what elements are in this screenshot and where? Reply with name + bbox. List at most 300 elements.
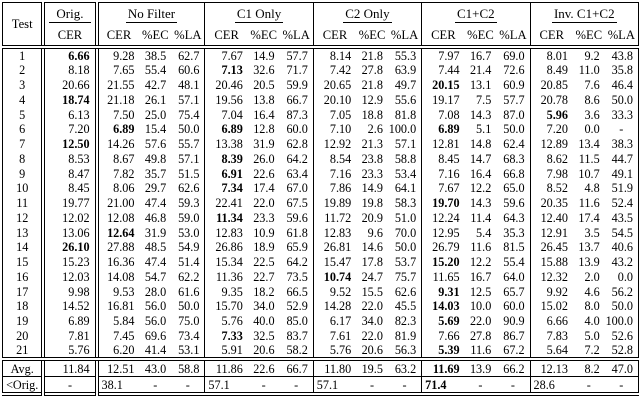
value-cell: 6.89 — [205, 122, 248, 137]
row-label-cell: 8 — [19, 151, 26, 166]
value-cell: 90.9 — [503, 314, 525, 329]
value-cell: 86.7 — [503, 328, 525, 343]
value-cell: 52.9 — [286, 299, 308, 314]
value-cell: 22.0 — [253, 196, 275, 211]
table-row — [3, 47, 639, 63]
corner-header: Test — [3, 3, 44, 48]
value-cell: 6.89 — [43, 314, 96, 329]
value-cell: 15.4 — [144, 122, 167, 137]
value-cell: 11.36 — [205, 270, 248, 285]
value-cell: 13.8 — [253, 92, 275, 107]
value-cell: 28.0 — [144, 284, 167, 299]
value-cell: 57.1 — [313, 377, 356, 395]
value-cell: 5.84 — [97, 314, 140, 329]
value-cell: 50.0 — [503, 122, 525, 137]
value-cell: 57.7 — [503, 92, 525, 107]
value-cell: 60.0 — [286, 122, 308, 137]
value-cell: 57.1 — [205, 377, 248, 395]
table-row — [3, 329, 639, 344]
value-cell: 75.4 — [178, 107, 200, 122]
value-cell: 75.0 — [178, 314, 200, 329]
column-subheader: CER — [530, 25, 573, 47]
value-cell: 55.4 — [144, 63, 167, 78]
value-cell: 18.8 — [361, 107, 383, 122]
value-cell: 38.1 — [97, 377, 140, 395]
value-cell: 65.0 — [503, 181, 525, 196]
value-cell: 50.0 — [178, 122, 200, 137]
value-cell: 8.18 — [43, 63, 96, 78]
value-cell: 8.14 — [313, 47, 356, 63]
row-label-cell: 6 — [19, 122, 26, 137]
value-cell: 21.8 — [361, 49, 383, 63]
value-cell: 6.20 — [97, 343, 140, 359]
value-cell: 13.7 — [578, 240, 600, 255]
row-label-cell: 16 — [16, 269, 29, 284]
table-row — [3, 107, 639, 122]
value-cell: 3.5 — [584, 225, 600, 240]
value-cell: 12.64 — [97, 225, 140, 240]
value-cell: 43.2 — [611, 255, 633, 270]
value-cell: 5.64 — [530, 343, 573, 359]
value-cell: 64.2 — [286, 255, 308, 270]
value-cell: 54.9 — [178, 240, 200, 255]
value-cell: 19.8 — [361, 196, 383, 211]
row-label-cell: 3 — [19, 78, 26, 93]
value-cell: 31.9 — [253, 137, 275, 152]
value-cell: 8.2 — [573, 359, 605, 377]
value-cell: 14.52 — [43, 299, 96, 314]
value-cell: 9.31 — [422, 284, 465, 299]
value-cell: 20.15 — [422, 78, 465, 93]
value-cell: 0.0 — [584, 122, 600, 137]
value-cell: 4.0 — [584, 314, 600, 329]
value-cell: 62.6 — [394, 284, 417, 299]
value-cell: 18.2 — [253, 284, 275, 299]
value-cell: 67.5 — [286, 196, 308, 211]
value-cell: 5.76 — [43, 343, 96, 359]
value-cell: 12.95 — [422, 225, 465, 240]
value-cell: 11.69 — [422, 359, 465, 377]
value-cell: 7.20 — [530, 122, 573, 137]
value-cell: 6.66 — [43, 47, 96, 63]
value-cell: 12.92 — [313, 137, 356, 152]
value-cell: 12.89 — [530, 137, 573, 152]
value-cell: 26.79 — [422, 240, 465, 255]
value-cell: 14.6 — [361, 240, 383, 255]
value-cell: 85.0 — [286, 314, 308, 329]
value-cell: 14.28 — [313, 299, 356, 314]
value-cell: 63.4 — [286, 166, 308, 181]
value-cell: 47.4 — [144, 196, 167, 211]
value-cell: 8.6 — [584, 92, 600, 107]
value-cell: 20.5 — [253, 78, 275, 93]
value-cell: 7.61 — [313, 329, 356, 344]
value-cell: 87.0 — [503, 107, 525, 122]
value-cell: - — [294, 377, 299, 392]
value-cell: 11.6 — [470, 240, 492, 255]
value-cell: 31.9 — [144, 225, 167, 240]
value-cell: 58.8 — [394, 151, 417, 166]
value-cell: 75.7 — [394, 269, 417, 284]
value-cell: 62.6 — [178, 181, 200, 196]
column-subheader: CER — [43, 25, 96, 47]
value-cell: 2.6 — [367, 122, 383, 137]
value-cell: 66.5 — [286, 284, 308, 299]
value-cell: 7.5 — [476, 92, 492, 107]
table-row — [3, 181, 639, 196]
value-cell: 20.66 — [43, 78, 96, 93]
value-cell: 70.0 — [394, 225, 417, 240]
value-cell: 7.98 — [530, 166, 573, 181]
value-cell: 38.3 — [611, 137, 633, 152]
value-cell: 22.41 — [205, 196, 248, 211]
value-cell: 6.89 — [97, 122, 140, 137]
value-cell: 57.6 — [144, 137, 167, 152]
value-cell: 28.6 — [530, 377, 573, 395]
value-cell: 7.82 — [97, 166, 140, 181]
value-cell: 4.8 — [584, 181, 600, 196]
value-cell: 8.45 — [43, 181, 96, 196]
value-cell: 16.4 — [253, 107, 275, 122]
value-cell: 55.3 — [394, 49, 417, 63]
value-cell: 5.39 — [422, 343, 465, 359]
value-cell: 54.7 — [144, 269, 167, 284]
value-cell: 19.56 — [205, 93, 248, 108]
table-row — [3, 166, 639, 181]
value-cell: 41.4 — [139, 343, 171, 359]
value-cell: 66.2 — [496, 359, 530, 377]
value-cell: 87.3 — [286, 107, 308, 122]
value-cell: 20.65 — [313, 78, 356, 93]
value-cell: 11.6 — [578, 196, 600, 211]
value-cell: 12.9 — [361, 92, 383, 107]
value-cell: 10.9 — [253, 225, 275, 240]
value-cell: 8.01 — [530, 47, 573, 63]
value-cell: 26.81 — [313, 240, 356, 255]
value-cell: 64.2 — [286, 151, 308, 166]
value-cell: 82.3 — [394, 314, 417, 329]
value-cell: 100.0 — [605, 314, 633, 329]
value-cell: 13.1 — [469, 78, 492, 93]
column-subheader: %LA — [171, 25, 205, 47]
value-cell: 11.65 — [422, 270, 465, 285]
value-cell: 62.7 — [178, 49, 200, 63]
value-cell: 43.0 — [139, 359, 171, 377]
value-cell: 59.6 — [286, 210, 308, 225]
value-cell: 100.0 — [388, 122, 417, 137]
column-subheader: %EC — [573, 25, 605, 47]
value-cell: 2.0 — [584, 269, 600, 284]
value-cell: 81.9 — [394, 328, 417, 343]
value-cell: 3.6 — [584, 107, 600, 122]
value-cell: 61.8 — [286, 225, 308, 240]
value-cell: 22.0 — [361, 328, 383, 343]
value-cell: 11.72 — [313, 211, 356, 226]
value-cell: 69.0 — [503, 49, 525, 63]
value-cell: 58.3 — [394, 196, 417, 211]
value-cell: 57.7 — [286, 49, 308, 63]
value-cell: 16.81 — [97, 299, 140, 314]
value-cell: 46.4 — [611, 78, 633, 93]
value-cell: 71.7 — [286, 63, 308, 78]
value-cell: - — [619, 122, 624, 137]
value-cell: 50.0 — [178, 299, 200, 314]
value-cell: 47.4 — [144, 255, 167, 270]
table-row — [3, 299, 639, 314]
row-label-cell: 12 — [16, 210, 29, 225]
row-label-cell: Avg. — [3, 359, 44, 377]
value-cell: 20.35 — [530, 196, 573, 211]
row-label-cell: 15 — [16, 255, 29, 270]
value-cell: 14.08 — [97, 270, 140, 285]
column-subheader: %LA — [280, 25, 314, 47]
value-cell: 11.4 — [470, 210, 492, 225]
value-cell: 8.06 — [97, 181, 140, 196]
value-cell: 66.8 — [503, 166, 525, 181]
value-cell: 8.49 — [530, 63, 573, 78]
value-cell: 9.52 — [313, 284, 356, 299]
table-row — [3, 196, 639, 211]
value-cell: 7.81 — [43, 329, 96, 344]
value-cell: 15.20 — [422, 255, 465, 270]
value-cell: 12.83 — [205, 225, 248, 240]
value-cell: 67.2 — [496, 343, 530, 359]
value-cell: 60.0 — [503, 299, 525, 314]
value-cell: 19.17 — [422, 93, 465, 108]
value-cell: 53.0 — [178, 225, 200, 240]
value-cell: 17.8 — [361, 255, 383, 270]
value-cell: 43.8 — [611, 49, 633, 63]
value-cell: 12.03 — [43, 270, 96, 285]
value-cell: 43.5 — [611, 210, 633, 225]
average-row — [3, 359, 639, 377]
value-cell: 8.47 — [43, 166, 96, 181]
value-cell: 29.7 — [144, 181, 167, 196]
value-cell: 22.0 — [361, 299, 383, 314]
value-cell: 57.1 — [394, 137, 417, 152]
row-label-cell: 20 — [16, 328, 29, 343]
value-cell: 21.8 — [361, 78, 383, 93]
value-cell: 11.86 — [205, 359, 248, 377]
value-cell: 56.0 — [144, 314, 167, 329]
value-cell: 40.0 — [253, 314, 275, 329]
row-label-cell: 19 — [16, 314, 29, 329]
value-cell: 6.17 — [313, 314, 356, 329]
value-cell: 53.1 — [171, 343, 205, 359]
value-cell: 7.08 — [422, 107, 465, 122]
value-cell: 11.84 — [43, 359, 96, 377]
value-cell: 19.89 — [313, 196, 356, 211]
value-cell: 13.9 — [465, 359, 497, 377]
value-cell: 16.7 — [469, 49, 492, 63]
table-row — [3, 225, 639, 240]
value-cell: 62.4 — [503, 137, 525, 152]
value-cell: 14.8 — [469, 137, 492, 152]
value-cell: 83.7 — [286, 328, 308, 343]
value-cell: 22.5 — [253, 255, 275, 270]
value-cell: 11.5 — [578, 151, 600, 166]
value-cell: 5.76 — [205, 314, 248, 329]
value-cell: 6.89 — [422, 122, 465, 137]
value-cell: 19.77 — [43, 196, 96, 211]
value-cell: 7.45 — [97, 329, 140, 344]
value-cell: 34.0 — [361, 314, 383, 329]
value-cell: 7.20 — [43, 122, 96, 137]
value-cell: 15.23 — [43, 255, 96, 270]
value-cell: 58.8 — [171, 359, 205, 377]
row-label-cell: 1 — [19, 49, 26, 63]
value-cell: 6.91 — [205, 166, 248, 181]
value-cell: 60.6 — [178, 63, 200, 78]
value-cell: 5.91 — [205, 343, 248, 359]
value-cell: 7.67 — [422, 181, 465, 196]
value-cell: 49.8 — [144, 151, 167, 166]
value-cell: 11.80 — [313, 359, 356, 377]
value-cell: 63.2 — [388, 359, 422, 377]
value-cell: 63.9 — [394, 63, 417, 78]
value-cell: 64.0 — [503, 269, 525, 284]
value-cell: 7.65 — [97, 63, 140, 78]
column-group-header — [97, 3, 205, 26]
value-cell: 19.70 — [422, 196, 465, 211]
value-cell: 18.9 — [253, 240, 275, 255]
value-cell: 6.13 — [43, 107, 96, 122]
value-cell: 73.5 — [286, 269, 308, 284]
value-cell: 56.3 — [388, 343, 422, 359]
value-cell: 51.4 — [178, 255, 200, 270]
value-cell: 12.2 — [469, 255, 492, 270]
header-sub-row — [3, 25, 639, 47]
value-cell: 51.0 — [394, 210, 417, 225]
value-cell: 7.44 — [422, 63, 465, 78]
value-cell: 50.0 — [394, 240, 417, 255]
below-orig-row — [3, 377, 639, 395]
row-label-cell: 17 — [16, 284, 29, 299]
column-group-header — [313, 3, 421, 26]
value-cell: 9.28 — [97, 47, 140, 63]
column-subheader: %LA — [388, 25, 422, 47]
row-label-cell: 13 — [16, 225, 29, 240]
value-cell: 16.36 — [97, 255, 140, 270]
value-cell: 6.66 — [530, 314, 573, 329]
table-row — [3, 122, 639, 137]
value-cell: 5.76 — [313, 343, 356, 359]
value-cell: 9.6 — [367, 225, 383, 240]
value-cell: 32.5 — [253, 328, 275, 343]
value-cell: - — [43, 377, 96, 395]
value-cell: 12.81 — [422, 137, 465, 152]
value-cell: 60.9 — [503, 78, 525, 93]
column-subheader: CER — [313, 25, 356, 47]
value-cell: 25.0 — [144, 107, 167, 122]
value-cell: 67.0 — [286, 181, 308, 196]
value-cell: 23.3 — [361, 166, 383, 181]
value-cell: 66.7 — [286, 92, 308, 107]
value-cell: 22.6 — [253, 166, 275, 181]
value-cell: 12.2 — [469, 181, 492, 196]
value-cell: 27.88 — [97, 240, 140, 255]
value-cell: 7.67 — [205, 47, 248, 63]
value-cell: 7.10 — [313, 122, 356, 137]
value-cell: 7.13 — [205, 63, 248, 78]
row-label-cell: 21 — [3, 343, 44, 359]
table-row — [3, 240, 639, 255]
value-cell: 7.42 — [313, 63, 356, 78]
column-subheader: %EC — [139, 25, 171, 47]
value-cell: 8.52 — [530, 181, 573, 196]
value-cell: 27.8 — [469, 328, 492, 343]
value-cell: 12.51 — [97, 359, 140, 377]
value-cell: 26.1 — [144, 92, 167, 107]
value-cell: 8.53 — [43, 152, 96, 167]
table-header — [3, 3, 639, 48]
column-subheader: %LA — [496, 25, 530, 47]
value-cell: 55.4 — [503, 255, 525, 270]
value-cell: 7.97 — [422, 47, 465, 63]
value-cell: 27.8 — [361, 63, 383, 78]
value-cell: 7.86 — [313, 181, 356, 196]
value-cell: 12.83 — [313, 225, 356, 240]
value-cell: 59.0 — [178, 210, 200, 225]
value-cell: 14.7 — [469, 151, 492, 166]
row-label-cell: 5 — [19, 107, 26, 122]
value-cell: 8.39 — [205, 152, 248, 167]
value-cell: 33.3 — [611, 107, 633, 122]
column-group-label: Orig. — [49, 6, 90, 23]
value-cell: 50.0 — [611, 92, 633, 107]
row-label-cell: 9 — [19, 166, 26, 181]
value-cell: 38.5 — [144, 49, 167, 63]
value-cell: 7.04 — [205, 107, 248, 122]
value-cell: 58.2 — [280, 343, 314, 359]
value-cell: 9.2 — [584, 49, 600, 63]
value-cell: 21.3 — [361, 137, 383, 152]
value-cell: 14.9 — [361, 181, 383, 196]
value-cell: 59.9 — [286, 78, 308, 93]
value-cell: 16.7 — [469, 269, 492, 284]
table-row — [3, 314, 639, 329]
column-subheader: CER — [97, 25, 140, 47]
value-cell: 50.0 — [611, 299, 633, 314]
column-subheader: %EC — [248, 25, 280, 47]
value-cell: 52.8 — [605, 343, 639, 359]
value-cell: 12.32 — [530, 270, 573, 285]
table-row — [3, 93, 639, 108]
value-cell: 12.40 — [530, 211, 573, 226]
value-cell: 12.13 — [530, 359, 573, 377]
value-cell: 62.2 — [178, 269, 200, 284]
value-cell: 8.67 — [97, 152, 140, 167]
value-cell: 22.0 — [469, 314, 492, 329]
value-cell: 13.38 — [205, 137, 248, 152]
value-cell: 48.1 — [178, 78, 200, 93]
column-group-label: Inv. C1+C2 — [553, 5, 615, 21]
value-cell: 9.35 — [205, 284, 248, 299]
value-cell: 46.8 — [144, 210, 167, 225]
column-subheader: CER — [422, 25, 465, 47]
value-cell: 81.8 — [394, 107, 417, 122]
value-cell: 21.18 — [97, 93, 140, 108]
value-cell: 42.7 — [144, 78, 167, 93]
value-cell: 45.5 — [394, 299, 417, 314]
value-cell: 49.1 — [611, 166, 633, 181]
table-row — [3, 63, 639, 78]
value-cell: 9.53 — [97, 284, 140, 299]
value-cell: 54.5 — [611, 225, 633, 240]
value-cell: 19.5 — [356, 359, 388, 377]
value-cell: 12.02 — [43, 211, 96, 226]
value-cell: 7.34 — [205, 181, 248, 196]
